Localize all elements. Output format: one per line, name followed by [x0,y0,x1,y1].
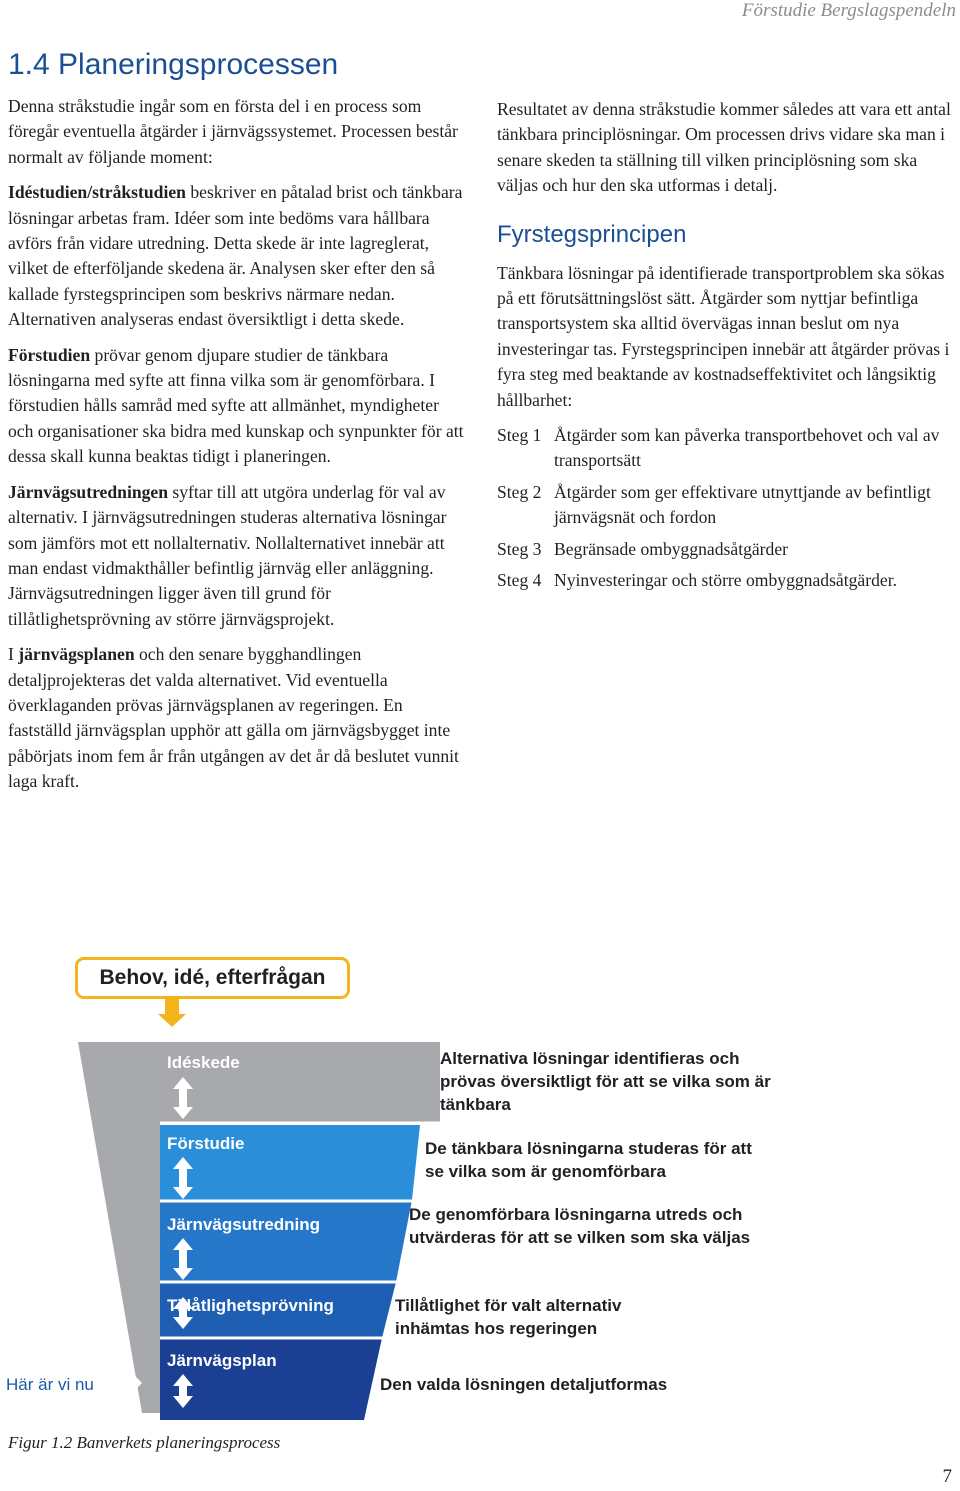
step-text: Nyinvesteringar och större ombyggnadsåtgärder. [554,570,897,591]
funnel-graphic [0,930,960,1450]
step-text: Åtgärder som kan påverka transportbehovet och val av transportsätt [554,425,940,471]
stage-desc-ideskede: Alternativa lösningar identifieras och prövas översiktligt för att se vilka som är tänkbara [440,1049,771,1114]
fyrstegsprincipen-paragraph: Tänkbara lösningar på identifierade transportproblem ska sökas på ett förutsättningslöst sätt. Åtgärder som nyttjar befintliga transportsystem ska alltid övervägas innan beslut om nya investeringar tas. Fyrstegsprincipen innebär att åtgärder prövas i fyra steg med beaktande av kostnadseffektivitet och långsiktig hållbarhet: [497,262,950,410]
need-label: Behov, idé, efterfrågan [99,966,326,989]
idestudie-paragraph [8,180,464,332]
forstudie-term: Förstudien [8,344,91,365]
step-item [497,537,953,562]
idestudie-text: beskriver en påtalad brist och tänkbara lösningar arbetas fram. Idéer som inte bedöms vara hållbara avförs från vidare utredning. Detta skede är inte lagreglerat, vilket de efterföljande skedena är. Analysen sker efter den så kallade fyrstegsprincipen som beskrivs närmare nedan. Alternativen analyseras endast översiktligt i detta skede. [8,182,463,330]
step-label: Steg 3 [497,538,542,559]
step-item [497,423,953,474]
intro-paragraph: Denna stråkstudie ingår som en första del i en process som föregår eventuella åtgärder i järnvägssystemet. Processen består normalt av följande moment: [8,96,458,167]
step-label: Steg 1 [497,425,542,446]
jarnvagsplan-prefix: I [8,644,19,665]
step-label: Steg 2 [497,481,542,502]
page-number: 7 [942,1466,952,1487]
here-label: Här är vi nu [6,1375,94,1394]
result-paragraph: Resultatet av denna stråkstudie kommer således att vara ett antal tänkbara principlösningar. Om processen drivs vidare ska man i senare skeden ta ställning till vilken principlösning som ska väljas och hur den ska utformas i detalj. [497,99,951,196]
jarnvagsutredning-paragraph [8,480,464,632]
idestudie-term: Idéstudien/stråkstudien [8,182,186,203]
figure-caption: Figur 1.2 Banverkets planeringsprocess [8,1433,281,1452]
stage-label-tillatlighetsprovning: Tillåtlighetsprövning [167,1296,334,1315]
step-item [497,568,953,593]
jarnvagsutredning-text: syftar till att utgöra underlag för val av alternativ. I järnvägsutredningen studeras alternativa lösningar som jämförs mot ett nollalternativ. Nollalternativet innebär att man endast vidmakthåller befintlig järnväg eller anläggning. Järnvägsutredningen ligger även till grund för tillåtlighetsprövning av större järnvägsprojekt. [8,481,447,629]
stage-desc-jarnvagsplan: Den valda lösningen detaljutformas [380,1375,668,1394]
step-label: Steg 4 [497,570,542,591]
step-item [497,480,953,531]
step-text: Åtgärder som ger effektivare utnyttjande av befintligt järnvägsnät och fordon [554,481,931,528]
steps-list [497,423,953,593]
right-column [497,97,953,600]
planning-process-diagram [0,930,960,1450]
jarnvagsplan-term: järnvägsplanen [18,644,135,665]
stage-label-jarnvagsutredning: Järnvägsutredning [167,1215,321,1234]
forstudie-text: prövar genom djupare studier de tänkbara lösningarna med syfte att finna vilka som är genomförbara. I förstudien hålls samråd med syfte att allmänhet, myndigheter och organisationer ska bidra med kunskap och synpunkter för att dessa skall kunna beaktas tidigt i planeringen. [8,344,464,467]
left-column [8,94,464,805]
jarnvagsplan-paragraph [8,642,464,794]
stage-desc-forstudie: De tänkbara lösningarna studeras för att se vilka som är genomförbara [425,1139,752,1181]
jarnvagsplan-text: och den senare bygghandlingen detaljprojekteras det valda alternativet. Vid eventuella överklaganden prövas järnvägsplanen av regeringen. En fastställd järnvägsplan upphör att gälla om järnvägsbygget inte påbörjats inom fem år från utgången av det år då beslutet vunnit laga kraft. [8,644,459,792]
running-header: Förstudie Bergslagspendeln [741,0,956,21]
stage-band-jarnvagsutredning [160,1200,412,1282]
stage-label-jarnvagsplan: Järnvägsplan [167,1351,277,1370]
forstudie-paragraph [8,343,464,470]
fyrstegsprincipen-heading: Fyrstegsprincipen [497,220,687,248]
stage-desc-jarnvagsutredning: De genomförbara lösningarna utreds och utvärderas för att se vilken som ska väljas [409,1205,751,1247]
step-text: Begränsade ombyggnadsåtgärder [554,538,789,559]
stage-label-ideskede: Idéskede [167,1053,240,1072]
stage-label-forstudie: Förstudie [167,1134,245,1153]
jarnvagsutredning-term: Järnvägsutredningen [8,481,169,502]
funnel-grey-band [78,1042,160,1413]
section-title: 1.4 Planeringsprocessen [8,48,339,81]
stage-desc-tillatlighetsprovning: Tillåtlighet för valt alternativ inhämtas hos regeringen [395,1296,622,1338]
